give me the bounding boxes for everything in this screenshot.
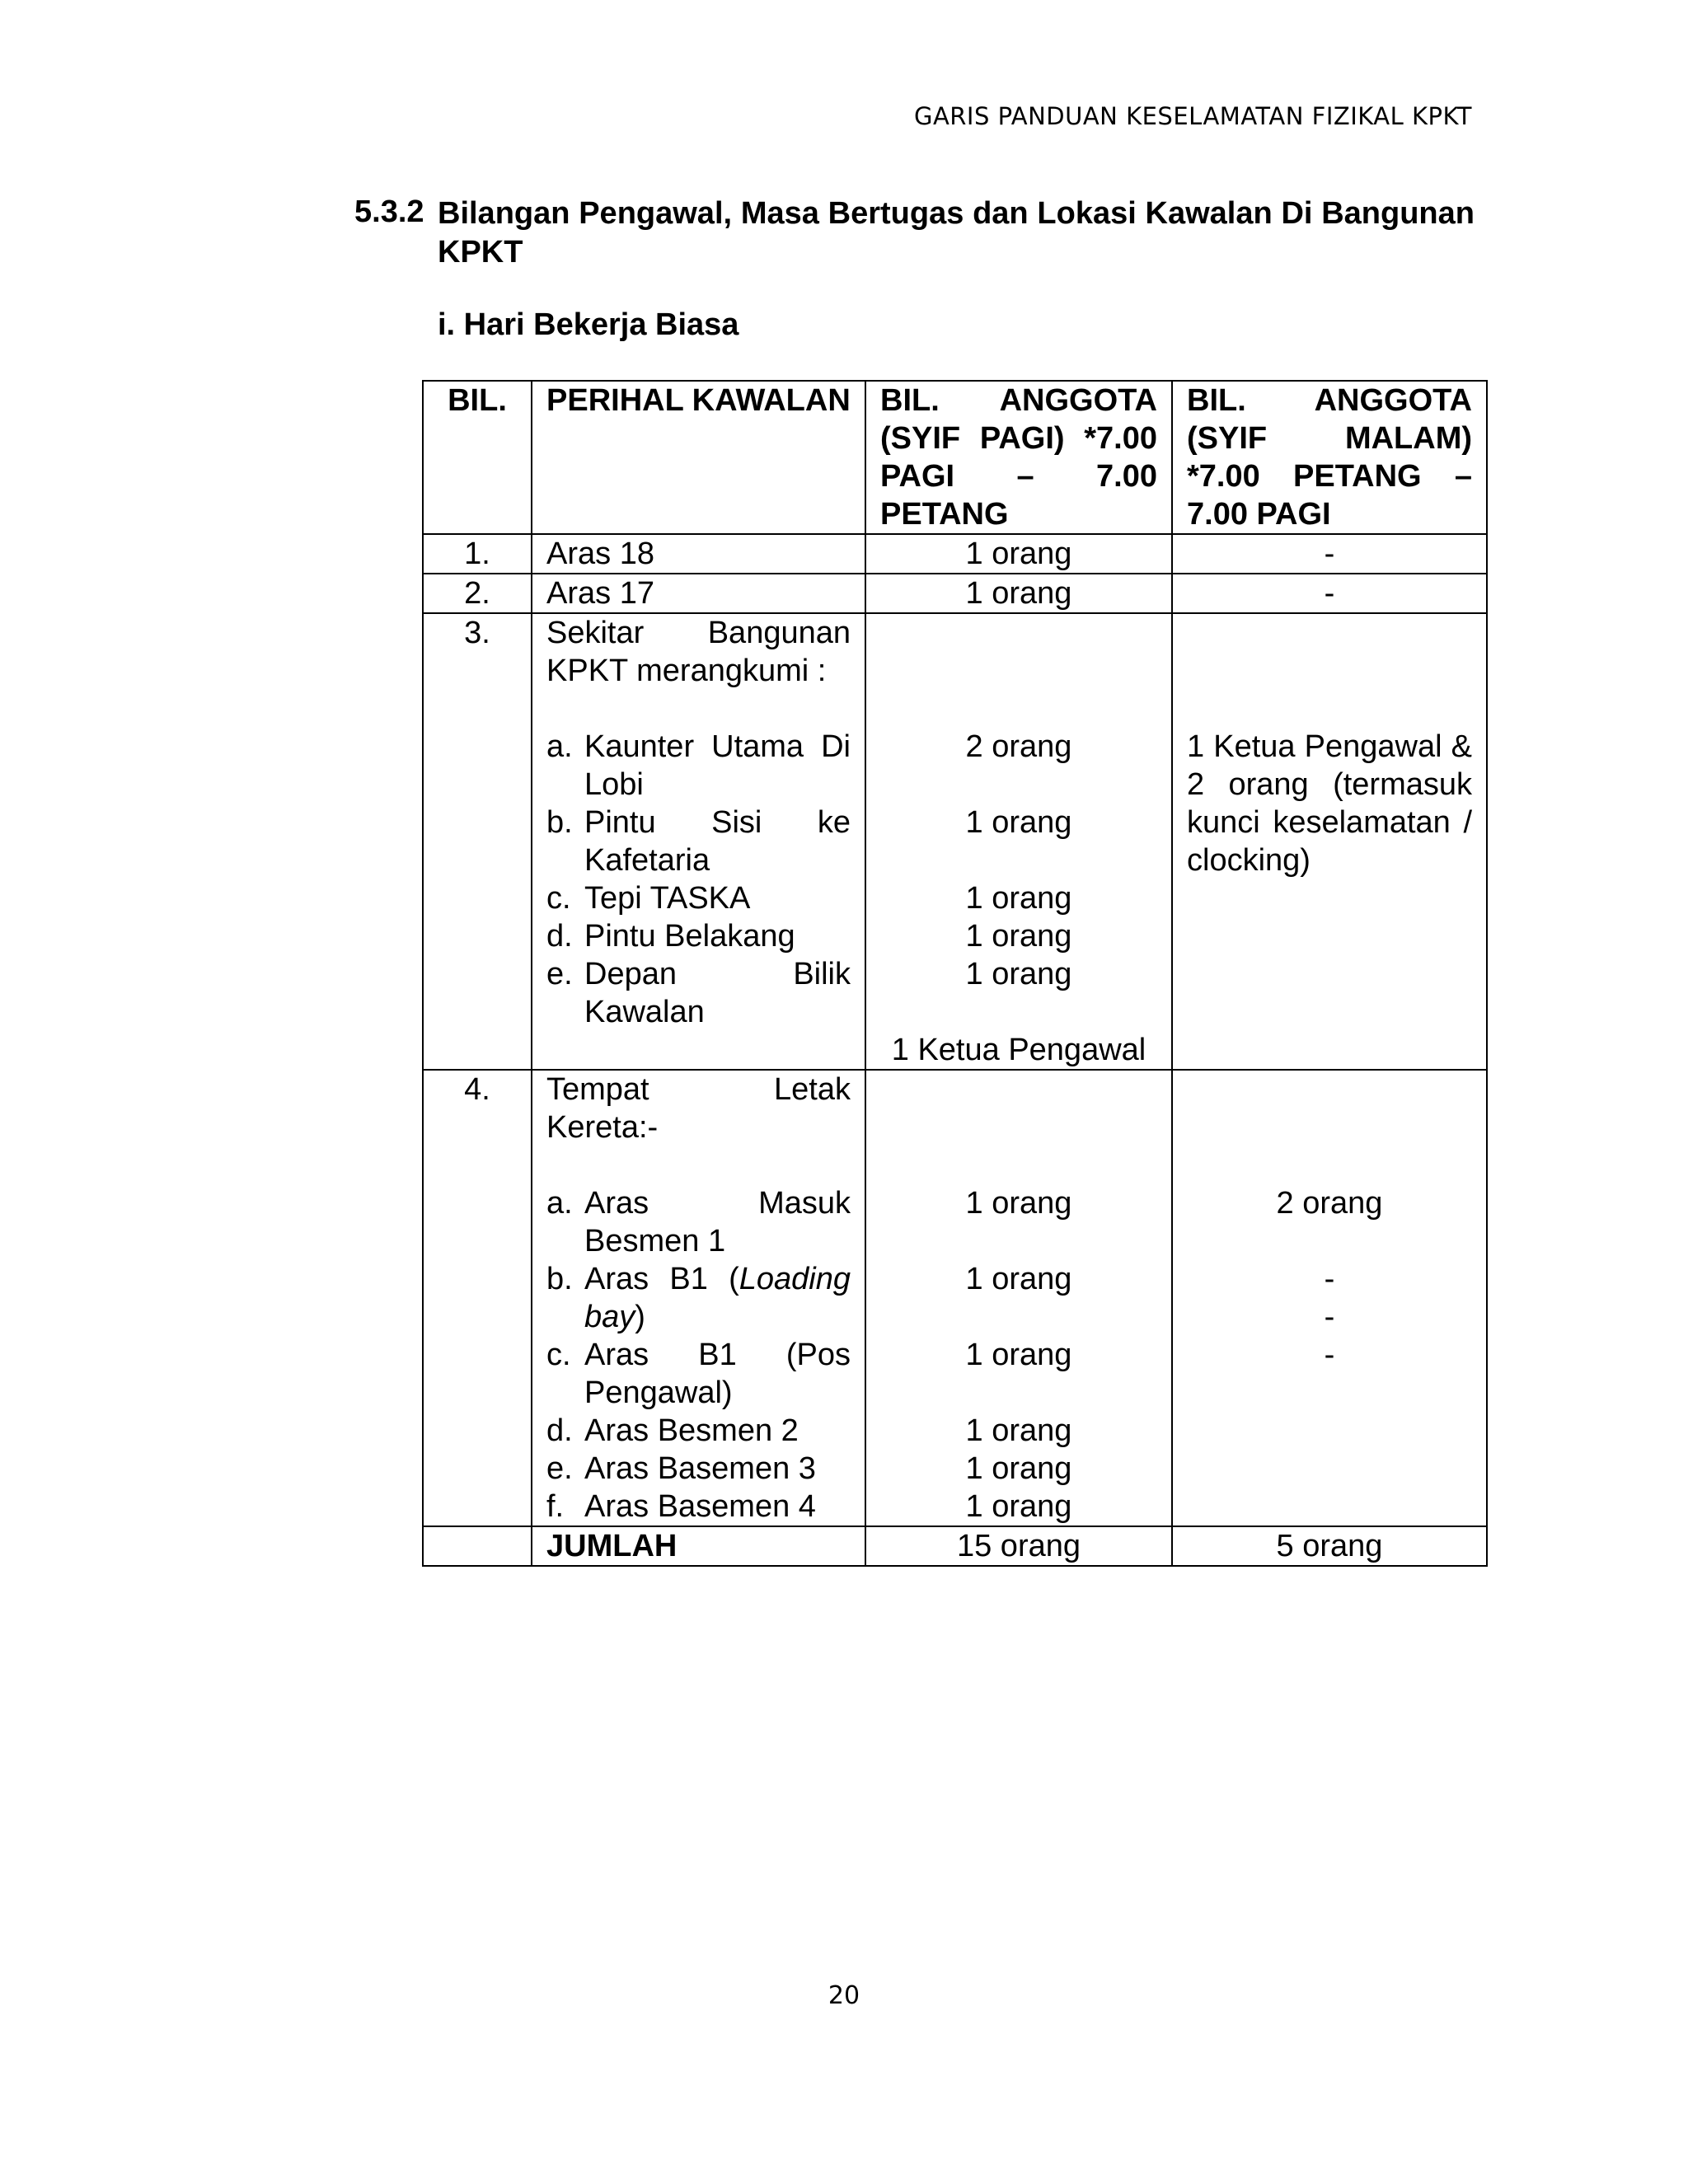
pagi-value: 1 orang bbox=[965, 1413, 1072, 1448]
list-item: a. Kaunter Utama Di Lobi bbox=[546, 729, 851, 802]
header-perihal: PERIHAL KAWALAN bbox=[532, 381, 865, 534]
row-description bbox=[532, 613, 865, 1070]
pagi-value: 1 orang bbox=[965, 1451, 1072, 1486]
pagi-extra: 1 Ketua Pengawal bbox=[891, 1033, 1146, 1067]
total-pagi: 15 orang bbox=[865, 1526, 1172, 1566]
guard-allocation-table bbox=[422, 380, 1488, 1567]
section-subtitle: i. Hari Bekerja Biasa bbox=[438, 307, 739, 342]
row-number: 1. bbox=[423, 534, 532, 574]
malam-value: - bbox=[1324, 1262, 1335, 1296]
row-pagi bbox=[865, 1070, 1172, 1526]
pagi-value: 1 orang bbox=[965, 1338, 1072, 1372]
row-malam bbox=[1172, 1070, 1487, 1526]
list-item: e. Aras Basemen 3 bbox=[546, 1451, 816, 1486]
pagi-value: 1 orang bbox=[965, 957, 1072, 991]
row-malam bbox=[1172, 613, 1487, 1070]
total-label: JUMLAH bbox=[532, 1526, 865, 1566]
table-header-row bbox=[423, 381, 1487, 534]
row-number: 4. bbox=[423, 1070, 532, 1526]
pagi-value: 2 orang bbox=[965, 729, 1072, 764]
list-item: b. Pintu Sisi ke Kafetaria bbox=[546, 805, 851, 878]
table-total-row bbox=[423, 1526, 1487, 1566]
table-row bbox=[423, 613, 1487, 1070]
malam-value: - bbox=[1324, 1300, 1335, 1334]
row-number: 3. bbox=[423, 613, 532, 1070]
total-malam: 5 orang bbox=[1172, 1526, 1487, 1566]
list-item: d. Pintu Belakang bbox=[546, 919, 795, 954]
pagi-value: 1 orang bbox=[965, 1262, 1072, 1296]
list-item: c. Aras B1 (Pos Pengawal) bbox=[546, 1338, 851, 1410]
list-item: d. Aras Besmen 2 bbox=[546, 1413, 799, 1448]
malam-note: 1 Ketua Pengawal & 2 orang (termasuk kunci keselamatan / clocking) bbox=[1187, 729, 1472, 878]
table-row bbox=[423, 1070, 1487, 1526]
sub-item-list bbox=[546, 728, 851, 1031]
row-number: 2. bbox=[423, 574, 532, 613]
row-description: Aras 18 bbox=[532, 534, 865, 574]
pagi-value: 1 orang bbox=[965, 805, 1072, 840]
section-title: Bilangan Pengawal, Masa Bertugas dan Lokasi Kawalan Di Bangunan KPKT bbox=[438, 196, 1475, 269]
header-malam: BIL. ANGGOTA (SYIF MALAM) *7.00 PETANG – 7.00 PAGI bbox=[1172, 381, 1487, 534]
row-description-text: Sekitar Bangunan KPKT merangkumi : bbox=[546, 616, 851, 688]
list-item: c. Tepi TASKA bbox=[546, 881, 751, 916]
page-number: 20 bbox=[828, 1981, 860, 2010]
pagi-value: 1 orang bbox=[965, 1186, 1072, 1221]
table-row bbox=[423, 534, 1487, 574]
malam-value: - bbox=[1324, 1338, 1335, 1372]
row-pagi bbox=[865, 613, 1172, 1070]
header-pagi: BIL. ANGGOTA (SYIF PAGI) *7.00 PAGI – 7.00 PETANG bbox=[865, 381, 1172, 534]
list-item: b. Aras B1 (Loading bay) bbox=[546, 1262, 851, 1334]
row-description bbox=[532, 1070, 865, 1526]
list-item: f. Aras Basemen 4 bbox=[546, 1489, 816, 1524]
running-header: GARIS PANDUAN KESELAMATAN FIZIKAL KPKT bbox=[913, 102, 1472, 130]
pagi-value: 1 orang bbox=[965, 1489, 1072, 1524]
row-malam: - bbox=[1172, 574, 1487, 613]
row-pagi: 1 orang bbox=[865, 534, 1172, 574]
header-bil: BIL. bbox=[423, 381, 532, 534]
list-item: e. Depan Bilik Kawalan bbox=[546, 957, 851, 1029]
table-row bbox=[423, 574, 1487, 613]
section-number: 5.3.2 bbox=[354, 194, 424, 229]
pagi-value: 1 orang bbox=[965, 919, 1072, 954]
row-pagi: 1 orang bbox=[865, 574, 1172, 613]
pagi-value: 1 orang bbox=[965, 881, 1072, 916]
row-description-text: Tempat Letak Kereta:- bbox=[546, 1072, 851, 1145]
list-item: a. Aras Masuk Besmen 1 bbox=[546, 1186, 851, 1258]
row-malam: - bbox=[1172, 534, 1487, 574]
sub-item-list bbox=[546, 1184, 851, 1526]
row-description: Aras 17 bbox=[532, 574, 865, 613]
malam-value: 2 orang bbox=[1276, 1186, 1383, 1221]
